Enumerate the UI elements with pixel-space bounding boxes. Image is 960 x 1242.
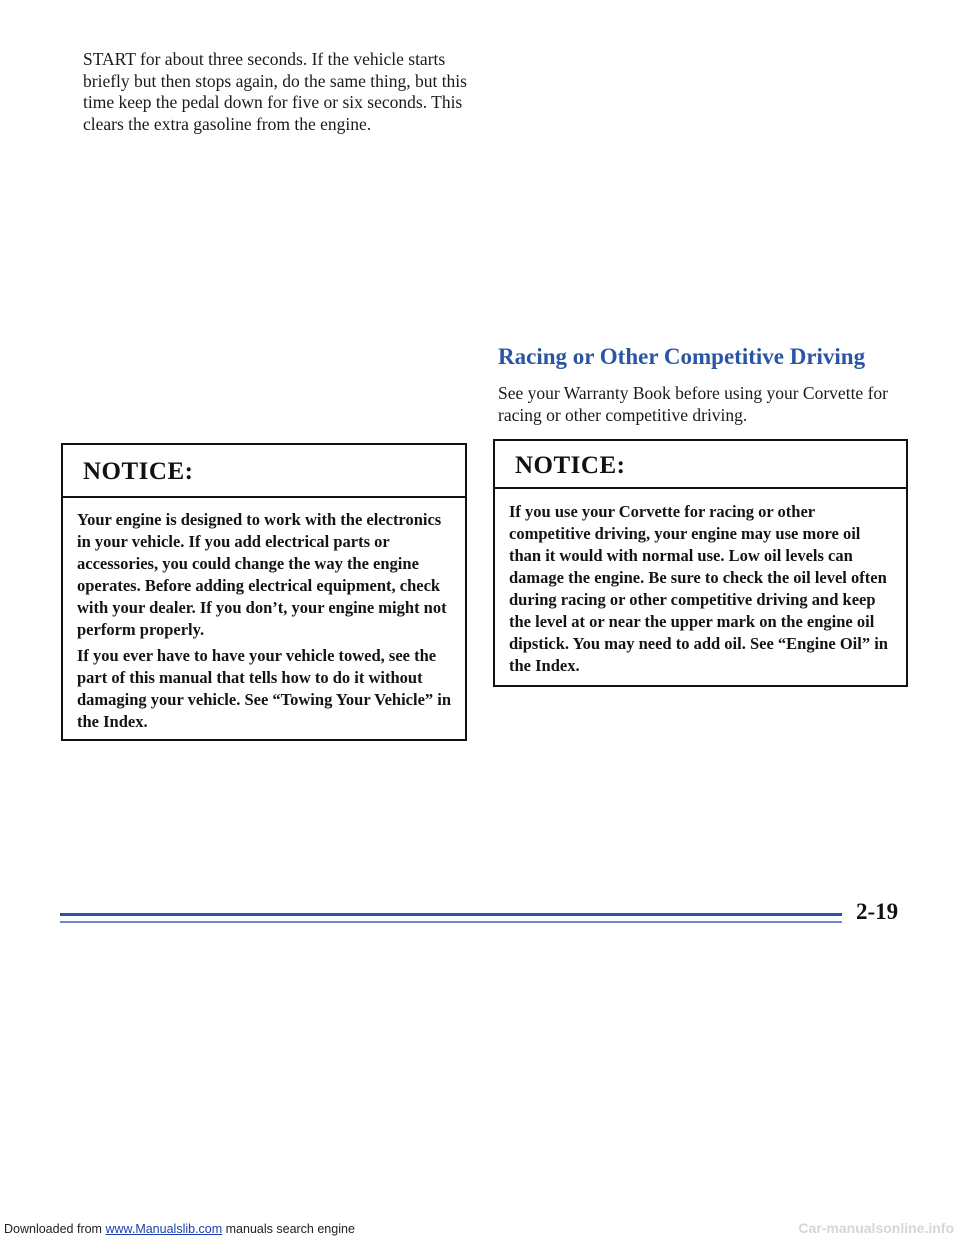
- manualslib-link[interactable]: www.Manualslib.com: [105, 1222, 223, 1236]
- notice-box-racing: [493, 439, 908, 687]
- right-intro-paragraph: See your Warranty Book before using your Corvette for racing or other competitive driving.: [498, 383, 888, 425]
- page-number: 2-19: [856, 899, 899, 924]
- watermark: Car-manualsonline.info: [798, 1220, 954, 1236]
- notice-title: NOTICE:: [515, 452, 626, 479]
- download-footer: [0, 1218, 960, 1242]
- notice-paragraph: If you ever have to have your vehicle towed, see the part of this manual that tells how to do it without damaging your vehicle. See “Towing Your Vehicle” in the Index.: [77, 646, 452, 731]
- notice-divider: [63, 496, 465, 498]
- download-credit: [4, 1222, 355, 1236]
- notice-title: NOTICE:: [83, 458, 194, 485]
- section-heading-racing: Racing or Other Competitive Driving: [498, 344, 866, 369]
- download-prefix: Downloaded from: [4, 1222, 106, 1236]
- notice-body: [77, 509, 453, 737]
- page-footer-rule-thin: [60, 921, 842, 923]
- left-intro-paragraph: START for about three seconds. If the vehicle starts briefly but then stops again, do the same thing, but this time keep the pedal down for five or six seconds. This clears the extra gasoline from the engine.: [83, 49, 467, 134]
- notice-divider: [495, 487, 906, 489]
- page-footer-rule: [60, 913, 842, 916]
- notice-paragraph: If you use your Corvette for racing or other competitive driving, your engine may use more oil than it would with normal use. Low oil levels can damage the engine. Be sure to check the oil level often during racing or other competitive driving and keep the level at or near the upper mark on the engine oil dipstick. You may need to add oil. See “Engine Oil” in the Index.: [509, 502, 888, 675]
- notice-body: [509, 501, 894, 681]
- notice-box-electronics: [61, 443, 467, 741]
- notice-paragraph: Your engine is designed to work with the electronics in your vehicle. If you add electrical parts or accessories, you could change the way the engine operates. Before adding electrical equipment, check with your dealer. If you don’t, your engine might not perform properly.: [77, 510, 447, 639]
- download-suffix: manuals search engine: [222, 1222, 355, 1236]
